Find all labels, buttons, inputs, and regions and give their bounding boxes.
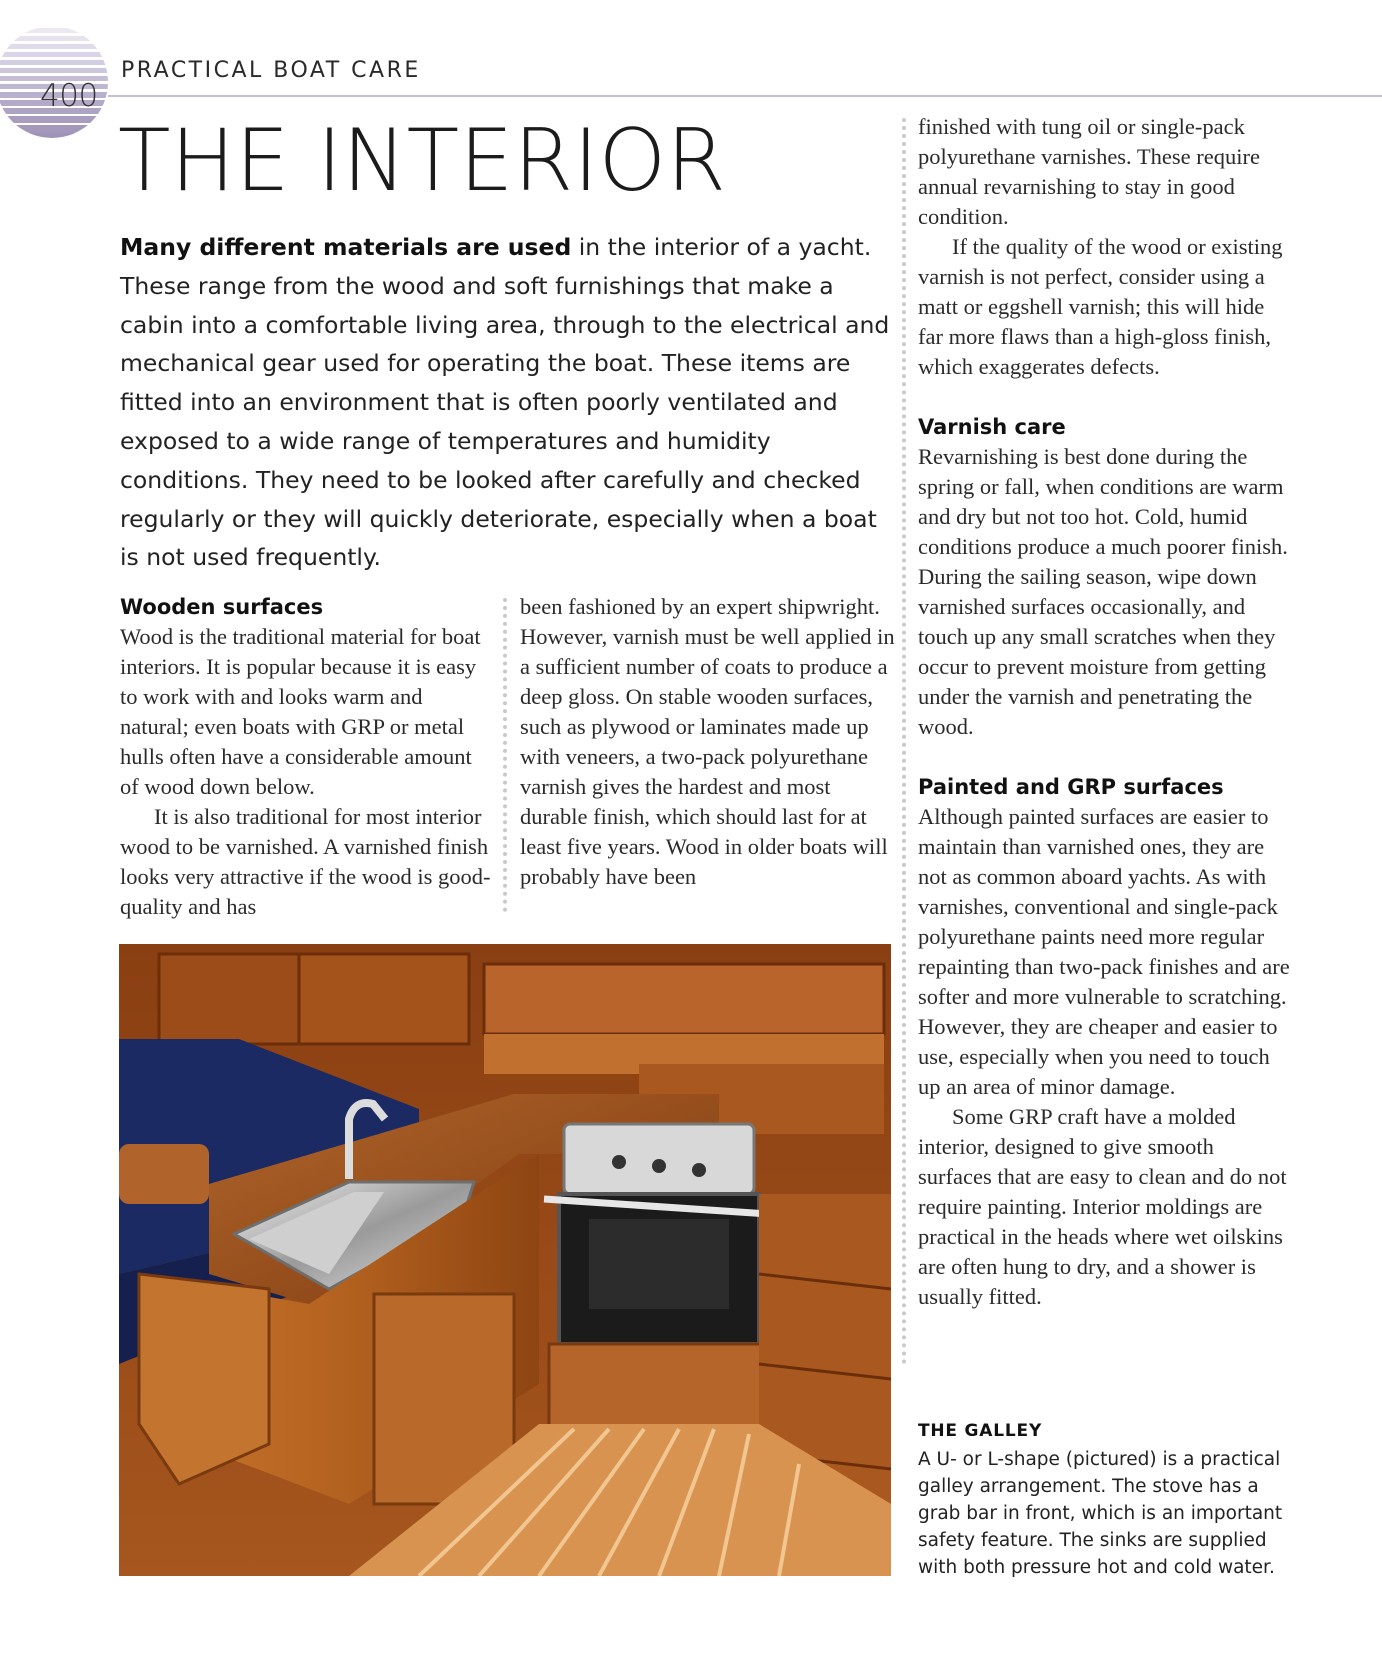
galley-illustration [119,944,891,1576]
galley-photo [119,944,891,1576]
page-number: 400 [40,78,98,114]
photo-caption [918,1416,1290,1581]
column-divider [902,118,906,1365]
column-1 [120,592,495,922]
column-3 [918,112,1290,1312]
header-rule [108,95,1382,97]
column-divider [503,598,507,912]
caption-text: A U- or L-shape (pictured) is a practical galley arrangement. The stove has a grab bar in front, which is an important safety feature. The sinks are supplied with both pressure hot and cold water. [918,1449,1283,1578]
body-paragraph: Some GRP craft have a molded interior, designed to give smooth surfaces that are easy to clean and do not require painting. Interior moldings are practical in the heads where wet oilskins are often hung to dry, and a shower is usually fitted. [918,1104,1287,1309]
intro-lead: Many different materials are used [120,233,572,261]
intro-text: in the interior of a yacht. These range from the wood and soft furnishings that make a cabin into a comfortable living area, through to the electrical and mechanical gear used for operating the boat. These items are fitted into an environment that is often poorly ventilated and exposed to a wide range of temperatures and humidity conditions. They need to be looked after carefully and checked regularly or they will quickly deteriorate, especially when a boat is not used frequently. [120,233,890,572]
painted-grp-heading: Painted and GRP surfaces [918,775,1224,799]
body-paragraph: It is also traditional for most interior wood to be varnished. A varnished finish looks very attractive if the wood is good-quality and has [120,804,491,919]
body-paragraph: If the quality of the wood or existing varnish is not perfect, consider using a matt or eggshell varnish; this will hide far more flaws than a high-gloss finish, which exaggerates defects. [918,234,1283,379]
caption-title: THE GALLEY [918,1421,1043,1441]
column-2 [520,592,895,892]
body-paragraph: Although painted surfaces are easier to maintain than varnished ones, they are not as common aboard yachts. As with varnishes, conventional and single-pack polyurethane paints need more regular repainting than two-pack finishes and are softer and more vulnerable to scratching. However, they are cheaper and easier to use, especially when you need to touch up an area of minor damage. [918,804,1290,1099]
wooden-surfaces-heading: Wooden surfaces [120,595,324,619]
body-paragraph: Revarnishing is best done during the spring or fall, when conditions are warm and dry but not too hot. Cold, humid conditions produce a much poorer finish. During the sailing season, wipe down varnished surfaces occasionally, and touch up any small scratches when they occur to prevent moisture from getting under the varnish and penetrating the wood. [918,444,1288,739]
running-head: PRACTICAL BOAT CARE [121,58,421,83]
intro-paragraph [120,228,895,577]
body-paragraph: Wood is the traditional material for boat interiors. It is popular because it is easy to work with and looks warm and natural; even boats with GRP or metal hulls often have a considerable amount of wood down below. [120,624,481,799]
varnish-care-heading: Varnish care [918,415,1066,439]
page-title: THE INTERIOR [118,111,727,211]
body-paragraph: been fashioned by an expert shipwright. However, varnish must be well applied in a sufficient number of coats to produce a deep gloss. On stable wooden surfaces, such as plywood or laminates made up with veneers, a two-pack polyurethane varnish gives the hardest and most durable finish, which should last for at least five years. Wood in older boats will probably have been [520,594,895,889]
body-paragraph: finished with tung oil or single-pack polyurethane varnishes. These require annual revarnishing to stay in good condition. [918,114,1260,229]
